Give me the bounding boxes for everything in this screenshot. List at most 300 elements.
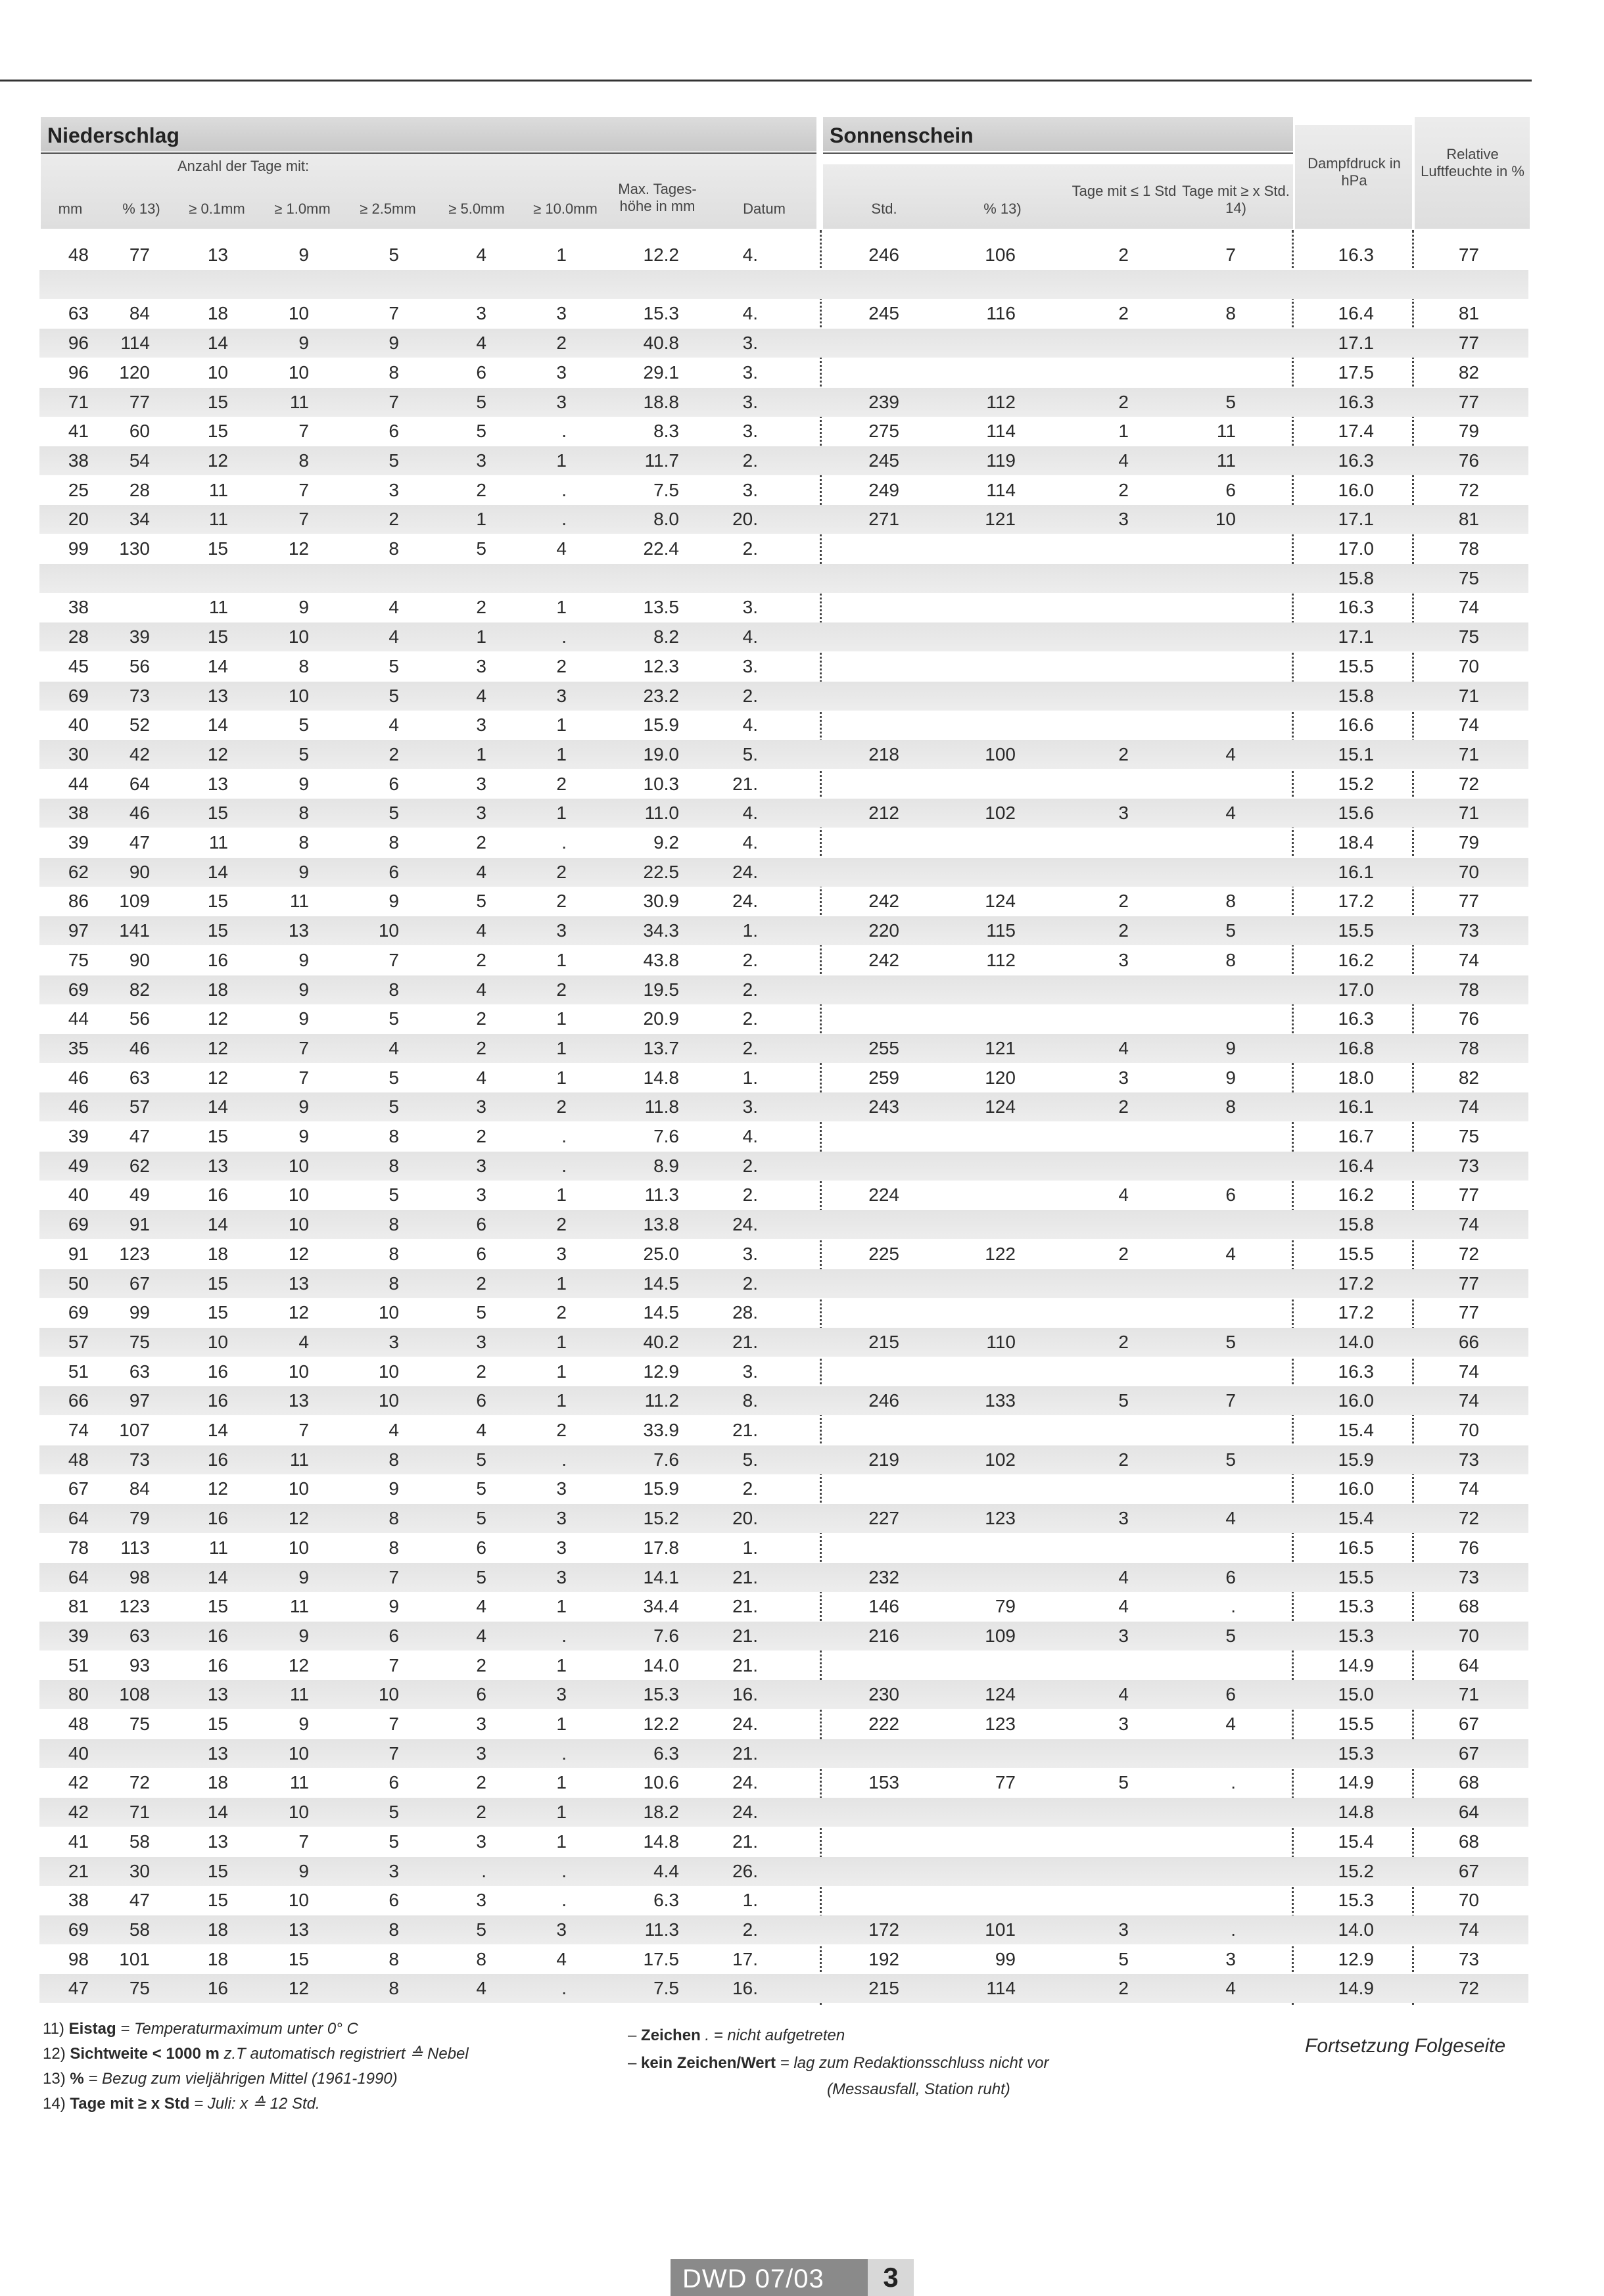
sonnenschein-rule: [823, 152, 1293, 154]
table-cell: 5: [389, 1831, 399, 1852]
table-cell: 16.3: [1338, 597, 1374, 618]
table-cell: 17.5: [1338, 362, 1374, 383]
table-cell: 2.: [742, 1919, 758, 1940]
col-mm: mm: [58, 200, 83, 217]
table-cell: 2: [556, 861, 567, 882]
table-cell: 72: [1458, 1243, 1479, 1264]
table-cell: 4: [298, 1331, 309, 1352]
table-row: [39, 799, 1528, 828]
table-cell: 15.5: [1338, 1243, 1374, 1264]
table-cell: 18: [207, 303, 228, 324]
table-cell: 17.: [732, 1948, 758, 1969]
table-cell: 5: [298, 743, 309, 764]
table-cell: 1: [476, 743, 486, 764]
table-cell: 74: [68, 1420, 89, 1440]
table-cell: 78: [1458, 538, 1479, 559]
table-cell: 6: [476, 1537, 486, 1558]
table-cell: 39: [68, 1625, 89, 1646]
table-cell: 11: [1216, 421, 1236, 442]
col-10mm: ≥ 1.0mm: [274, 200, 331, 217]
table-cell: .: [561, 1449, 567, 1470]
table-cell: 4: [389, 1037, 399, 1058]
table-cell: 16.3: [1338, 1361, 1374, 1382]
table-cell: 8: [389, 1978, 399, 1999]
table-cell: 14: [207, 333, 228, 354]
table-cell: 15.1: [1338, 743, 1374, 764]
table-cell: 4.: [742, 803, 758, 824]
table-cell: 3.: [742, 421, 758, 442]
table-cell: 1: [556, 1331, 567, 1352]
table-cell: 101: [985, 1919, 1016, 1940]
table-cell: 8.9: [653, 1155, 679, 1176]
table-cell: 5: [389, 803, 399, 824]
table-cell: 15.9: [643, 1478, 679, 1499]
table-cell: 97: [68, 920, 89, 941]
table-cell: 11: [289, 1772, 309, 1793]
table-cell: 3: [476, 1096, 486, 1117]
table-cell: 39: [129, 626, 150, 647]
table-cell: 5: [476, 421, 486, 442]
table-cell: 15.9: [643, 715, 679, 736]
table-cell: 4.: [742, 832, 758, 853]
table-cell: 41: [68, 421, 89, 442]
table-cell: 14.0: [1338, 1919, 1374, 1940]
table-cell: 5: [1225, 1625, 1236, 1646]
table-cell: 9: [1225, 1037, 1236, 1058]
footnote-11: 11) Eistag = Temperaturmaximum unter 0° C: [43, 2020, 358, 2038]
table-cell: 41: [68, 1831, 89, 1852]
table-cell: 81: [68, 1596, 89, 1617]
table-row: [39, 1269, 1528, 1298]
table-cell: 7.6: [653, 1449, 679, 1470]
table-cell: 3: [1118, 1067, 1129, 1088]
table-cell: 15.3: [1338, 1890, 1374, 1911]
table-cell: 3: [1118, 949, 1129, 970]
table-cell: 6: [476, 362, 486, 383]
table-cell: 12: [207, 1037, 228, 1058]
table-cell: 112: [986, 949, 1016, 970]
table-cell: 13.5: [643, 597, 679, 618]
table-cell: 15: [207, 1860, 228, 1881]
table-cell: 242: [868, 891, 899, 912]
table-cell: 225: [868, 1243, 899, 1264]
table-cell: 73: [1458, 1566, 1479, 1587]
table-cell: 3: [389, 1331, 399, 1352]
table-row: [39, 975, 1528, 1004]
table-cell: 10: [288, 303, 309, 324]
table-cell: 10: [207, 1331, 228, 1352]
table-cell: 6: [389, 1772, 399, 1793]
table-cell: 245: [868, 303, 899, 324]
table-cell: 2: [389, 509, 399, 530]
table-cell: 15.4: [1338, 1831, 1374, 1852]
table-cell: 109: [119, 891, 150, 912]
table-cell: 74: [1458, 1478, 1479, 1499]
table-cell: 2: [1118, 245, 1129, 265]
table-cell: 5.: [742, 1449, 758, 1470]
table-cell: 98: [68, 1948, 89, 1969]
page-badge: [671, 2259, 914, 2296]
table-cell: 3.: [742, 362, 758, 383]
table-cell: 75: [1458, 1126, 1479, 1146]
table-cell: 4.: [742, 715, 758, 736]
dampfdruck-label: Dampfdruck in hPa: [1308, 155, 1401, 189]
table-cell: 10: [378, 1302, 399, 1323]
table-cell: 17.8: [643, 1537, 679, 1558]
table-cell: 4: [476, 1625, 486, 1646]
table-cell: 123: [119, 1596, 150, 1617]
table-cell: 98: [129, 1566, 150, 1587]
col-sun-percent: % 13): [983, 200, 1022, 217]
table-cell: 20.: [732, 1508, 758, 1529]
table-cell: 16.0: [1338, 479, 1374, 500]
sonnenschein-title: Sonnenschein: [830, 124, 974, 147]
table-cell: 16: [207, 1449, 228, 1470]
table-cell: 12.2: [643, 1714, 679, 1734]
table-cell: 70: [1458, 1890, 1479, 1911]
table-row: [39, 652, 1528, 681]
table-cell: 14: [207, 861, 228, 882]
table-cell: 15: [207, 538, 228, 559]
table-cell: 2.: [742, 1155, 758, 1176]
table-cell: 1: [556, 1008, 567, 1029]
table-cell: 72: [1458, 1508, 1479, 1529]
table-cell: 44: [68, 773, 89, 794]
table-cell: 10: [288, 1155, 309, 1176]
table-cell: 16.2: [1338, 1184, 1374, 1206]
table-cell: .: [561, 1155, 567, 1176]
table-cell: 16: [207, 1184, 228, 1206]
table-cell: 1: [556, 1654, 567, 1675]
table-cell: 9.2: [653, 832, 679, 853]
table-cell: 21.: [732, 1420, 758, 1440]
table-cell: 10: [288, 1184, 309, 1206]
table-cell: 9: [298, 979, 309, 1000]
table-cell: 124: [985, 1096, 1016, 1117]
table-cell: 13: [288, 1919, 309, 1940]
table-cell: .: [1231, 1919, 1236, 1940]
table-cell: 16.: [732, 1684, 758, 1705]
table-cell: 13: [288, 1273, 309, 1294]
table-cell: 5: [389, 685, 399, 706]
table-cell: 5: [389, 1096, 399, 1117]
table-cell: .: [561, 832, 567, 853]
table-cell: 13: [207, 773, 228, 794]
table-cell: 2: [1118, 743, 1129, 764]
table-cell: 123: [985, 1508, 1016, 1529]
table-cell: 215: [868, 1978, 899, 1999]
table-cell: 16: [207, 1508, 228, 1529]
table-cell: 23.2: [643, 685, 679, 706]
table-cell: 5.: [742, 743, 758, 764]
table-cell: 2: [1118, 303, 1129, 324]
table-cell: 16: [207, 1361, 228, 1382]
table-cell: 16.4: [1338, 303, 1374, 324]
table-cell: 74: [1458, 949, 1479, 970]
table-cell: 116: [986, 303, 1016, 324]
table-cell: 8: [389, 1508, 399, 1529]
table-cell: 11.7: [644, 450, 679, 471]
table-row: [39, 711, 1528, 739]
table-cell: 114: [986, 421, 1016, 442]
table-cell: 67: [1458, 1714, 1479, 1734]
table-cell: 46: [68, 1096, 89, 1117]
table-row: [39, 682, 1528, 711]
table-cell: 21.: [732, 1654, 758, 1675]
table-cell: 14: [207, 1214, 228, 1235]
table-cell: 16.4: [1338, 1155, 1374, 1176]
table-cell: 7: [389, 1743, 399, 1764]
table-cell: 1: [556, 1802, 567, 1823]
table-cell: 9: [298, 1096, 309, 1117]
table-cell: 71: [1458, 685, 1479, 706]
table-cell: 121: [985, 1037, 1016, 1058]
table-cell: 3.: [742, 333, 758, 354]
table-cell: 15: [207, 1126, 228, 1146]
table-cell: 49: [129, 1184, 150, 1206]
table-cell: 5: [389, 1067, 399, 1088]
table-cell: 2.: [742, 450, 758, 471]
table-cell: 18: [207, 1243, 228, 1264]
table-cell: 12.9: [643, 1361, 679, 1382]
table-row: [39, 1622, 1528, 1651]
table-cell: 4: [476, 1067, 486, 1088]
table-cell: 79: [995, 1596, 1016, 1617]
table-cell: 12.9: [1338, 1948, 1374, 1969]
table-cell: 4: [476, 1596, 486, 1617]
table-cell: 18: [207, 1919, 228, 1940]
table-cell: 57: [129, 1096, 150, 1117]
table-cell: 102: [985, 1449, 1016, 1470]
table-cell: 91: [129, 1214, 150, 1235]
table-cell: 8: [298, 832, 309, 853]
table-cell: 9: [298, 1625, 309, 1646]
table-cell: 123: [985, 1714, 1016, 1734]
table-cell: 7: [298, 509, 309, 530]
table-row: [39, 1152, 1528, 1181]
table-cell: 60: [129, 421, 150, 442]
table-cell: 8: [389, 1214, 399, 1235]
table-cell: 5: [1118, 1390, 1129, 1411]
table-cell: 8: [298, 655, 309, 676]
table-cell: 11: [208, 1537, 228, 1558]
table-cell: 2: [476, 1008, 486, 1029]
table-cell: 8: [389, 1243, 399, 1264]
table-cell: 2: [1118, 1331, 1129, 1352]
table-cell: 5: [389, 1184, 399, 1206]
table-cell: 109: [985, 1625, 1016, 1646]
table-cell: 79: [1458, 832, 1479, 853]
table-cell: 2.: [742, 1478, 758, 1499]
table-cell: 113: [120, 1537, 150, 1558]
table-cell: 45: [68, 655, 89, 676]
table-cell: 3: [1118, 1714, 1129, 1734]
table-cell: 75: [129, 1714, 150, 1734]
table-cell: 271: [868, 509, 899, 530]
table-cell: 5: [389, 450, 399, 471]
table-row: [39, 622, 1528, 651]
table-cell: 99: [68, 538, 89, 559]
table-cell: 12.3: [643, 655, 679, 676]
table-cell: 3: [476, 1714, 486, 1734]
legend-zeichen: – Zeichen . = nicht aufgetreten: [628, 2027, 845, 2044]
table-cell: 15.3: [1338, 1596, 1374, 1617]
table-cell: 15.8: [1338, 567, 1374, 588]
table-cell: 246: [868, 245, 899, 265]
table-cell: 67: [1458, 1743, 1479, 1764]
table-cell: 11.0: [644, 803, 679, 824]
table-cell: 3: [556, 1243, 567, 1264]
table-cell: 20.: [732, 509, 758, 530]
table-cell: 78: [1458, 1037, 1479, 1058]
table-row: [39, 1534, 1528, 1562]
table-cell: 3: [476, 1831, 486, 1852]
table-cell: 141: [119, 920, 150, 941]
table-cell: 74: [1458, 715, 1479, 736]
table-cell: 4: [476, 685, 486, 706]
table-cell: 73: [129, 1449, 150, 1470]
table-cell: 3: [476, 1743, 486, 1764]
table-cell: 9: [298, 861, 309, 882]
table-cell: .: [561, 1743, 567, 1764]
table-row: [39, 1064, 1528, 1092]
table-cell: 8: [389, 1948, 399, 1969]
table-cell: 86: [68, 891, 89, 912]
table-cell: 224: [868, 1184, 899, 1206]
table-cell: 8: [298, 803, 309, 824]
table-cell: 46: [129, 1037, 150, 1058]
table-cell: 2: [1118, 479, 1129, 500]
table-cell: 17.4: [1338, 421, 1374, 442]
table-cell: 40: [68, 715, 89, 736]
table-cell: 64: [1458, 1802, 1479, 1823]
table-cell: 77: [995, 1772, 1016, 1793]
table-cell: 1: [556, 1714, 567, 1734]
table-cell: 2: [1118, 1978, 1129, 1999]
table-cell: 3: [476, 303, 486, 324]
table-cell: 232: [868, 1566, 899, 1587]
table-cell: 9: [389, 333, 399, 354]
table-cell: 2: [476, 1037, 486, 1058]
table-cell: 79: [129, 1508, 150, 1529]
table-cell: 2: [389, 743, 399, 764]
table-cell: 6.3: [653, 1890, 679, 1911]
table-cell: 4: [1225, 743, 1236, 764]
table-cell: 15.2: [1338, 773, 1374, 794]
table-cell: 16.6: [1338, 715, 1374, 736]
table-cell: 77: [1458, 891, 1479, 912]
table-row: [39, 740, 1528, 769]
table-cell: 4: [1225, 1243, 1236, 1264]
table-cell: 3: [389, 479, 399, 500]
table-cell: .: [561, 1625, 567, 1646]
table-cell: 68: [1458, 1831, 1479, 1852]
table-cell: 66: [1458, 1331, 1479, 1352]
table-cell: 124: [985, 891, 1016, 912]
table-cell: 4: [1225, 803, 1236, 824]
table-cell: 17.1: [1338, 333, 1374, 354]
table-cell: 5: [476, 1919, 486, 1940]
table-cell: 2: [476, 479, 486, 500]
table-cell: 69: [68, 1919, 89, 1940]
table-cell: 71: [68, 391, 89, 412]
table-row: [39, 1798, 1528, 1827]
table-cell: 17.1: [1338, 509, 1374, 530]
table-cell: 2: [556, 1214, 567, 1235]
table-cell: 2.: [742, 949, 758, 970]
table-cell: 9: [298, 1008, 309, 1029]
table-cell: 1: [556, 1596, 567, 1617]
table-cell: 6: [389, 1625, 399, 1646]
table-cell: 1.: [742, 920, 758, 941]
table-cell: 10: [288, 685, 309, 706]
table-cell: 10: [1215, 509, 1236, 530]
table-cell: 1: [556, 949, 567, 970]
table-cell: 63: [129, 1361, 150, 1382]
table-cell: .: [561, 626, 567, 647]
table-cell: 8: [1225, 891, 1236, 912]
table-cell: 14: [207, 1420, 228, 1440]
table-cell: 3: [476, 1890, 486, 1911]
table-cell: 90: [129, 861, 150, 882]
table-row: [39, 329, 1528, 358]
table-cell: 3.: [742, 1243, 758, 1264]
table-cell: 249: [868, 479, 899, 500]
table-cell: 17.2: [1338, 1302, 1374, 1323]
table-cell: .: [561, 1890, 567, 1911]
table-cell: 5: [389, 655, 399, 676]
table-cell: .: [561, 421, 567, 442]
table-cell: 17.0: [1338, 538, 1374, 559]
table-cell: 14.1: [643, 1566, 679, 1587]
table-row: [39, 1240, 1528, 1269]
table-cell: 2: [476, 597, 486, 618]
table-cell: 115: [986, 920, 1016, 941]
col-tage-xstd: Tage mit ≥ x Std. 14): [1182, 183, 1290, 216]
table-cell: 11: [289, 391, 309, 412]
table-cell: 76: [1458, 1008, 1479, 1029]
table-cell: 2.: [742, 1037, 758, 1058]
table-cell: 64: [68, 1566, 89, 1587]
table-cell: 13: [288, 920, 309, 941]
table-cell: 3: [476, 773, 486, 794]
table-cell: 1: [556, 1772, 567, 1793]
table-cell: 2.: [742, 538, 758, 559]
table-cell: 15.5: [1338, 1714, 1374, 1734]
table-cell: 107: [119, 1420, 150, 1440]
table-row: [39, 1915, 1528, 1944]
table-row: [39, 1710, 1528, 1739]
table-cell: 73: [1458, 1948, 1479, 1969]
table-cell: 2: [556, 773, 567, 794]
table-cell: 7: [298, 479, 309, 500]
table-cell: 10: [378, 1361, 399, 1382]
table-cell: 1.: [742, 1537, 758, 1558]
table-cell: 5: [476, 1566, 486, 1587]
table-cell: 1: [556, 1273, 567, 1294]
table-cell: 16.: [732, 1978, 758, 1999]
table-cell: 15: [207, 391, 228, 412]
table-row: [39, 1328, 1528, 1357]
table-cell: 16.1: [1338, 861, 1374, 882]
table-cell: 7.6: [653, 1126, 679, 1146]
table-cell: 58: [129, 1831, 150, 1852]
table-cell: 7: [389, 949, 399, 970]
table-row: [39, 1974, 1528, 2003]
table-cell: 1: [476, 626, 486, 647]
table-cell: 62: [68, 861, 89, 882]
table-cell: 112: [986, 391, 1016, 412]
